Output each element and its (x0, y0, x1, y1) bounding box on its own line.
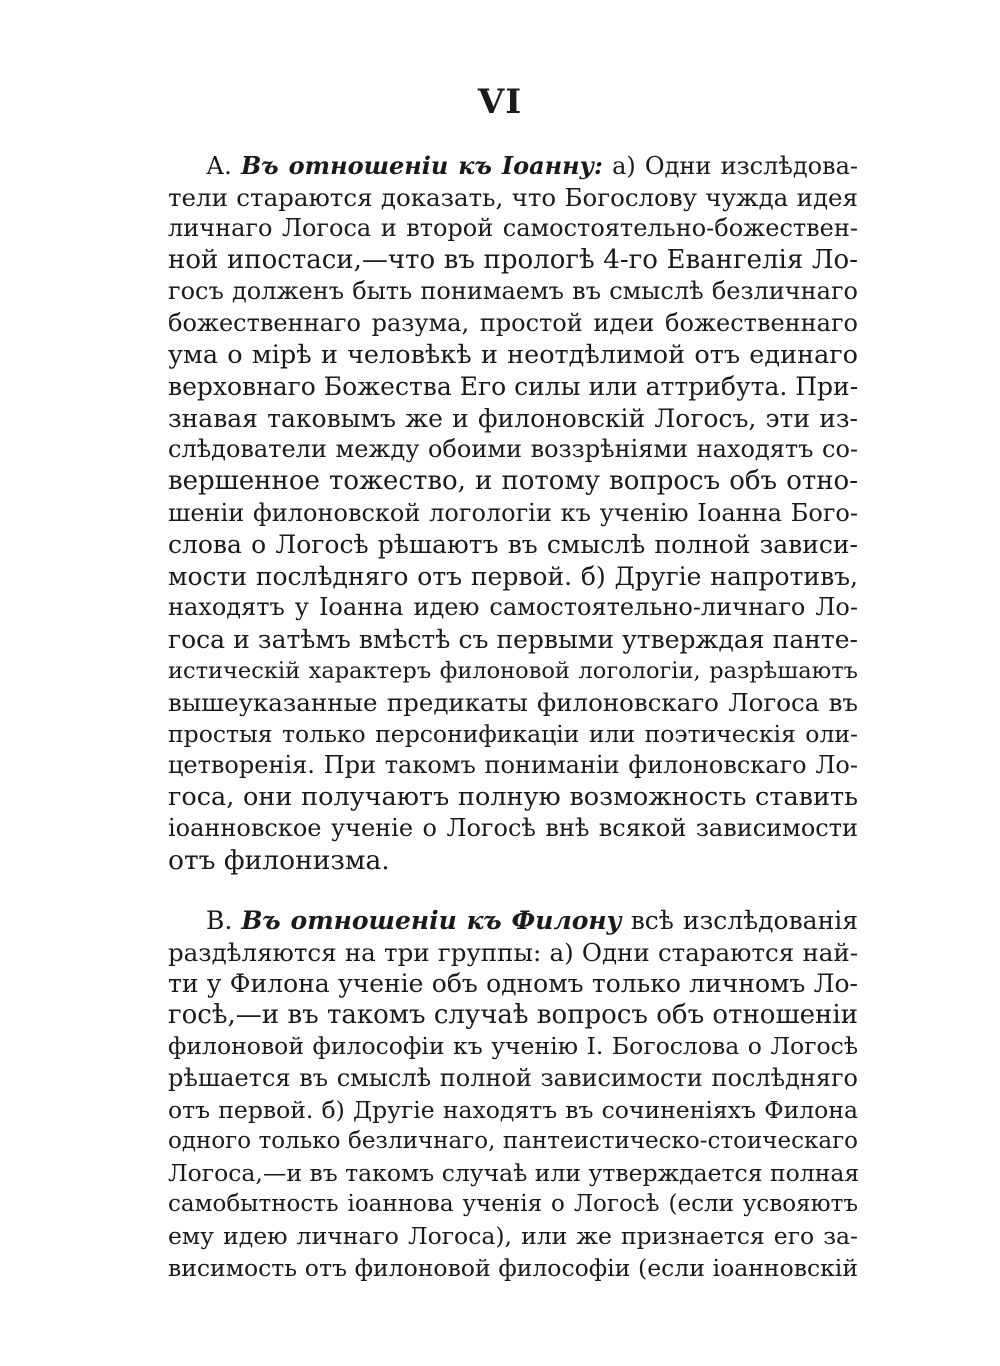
text-line: тели стараются доказать, что Богослову чужда идея (168, 182, 858, 212)
text-line: госѣ,—и въ такомъ случаѣ вопросъ объ отношеніи (168, 999, 858, 1030)
text-line: ной ипостаси,—что въ прологѣ 4-го Евангелія Ло- (168, 244, 858, 275)
text-line: отъ первой. б) Другіе находятъ въ сочиненіяхъ Филона (168, 1095, 858, 1124)
text-line: всѣ изслѣдованія (630, 906, 859, 935)
page-number: VI (477, 82, 523, 122)
text-line: слѣдователи между обоими воззрѣніями находятъ со- (168, 435, 858, 464)
section-b (168, 905, 858, 1284)
text-line: рѣшается въ смыслѣ полной зависимости послѣдняго (168, 1063, 858, 1092)
section-a-heading: Въ отношеніи къ Іоанну: (241, 151, 603, 180)
text-line: вершенное тожество, и потому вопросъ объ отно- (168, 465, 858, 496)
text-line: іоанновское ученіе о Логосѣ внѣ всякой зависимости (168, 814, 858, 843)
text-line: ти у Филона ученіе объ одномъ только личномъ Ло- (168, 969, 858, 999)
text-line: простыя только персонификаціи или поэтическія оли- (168, 719, 858, 748)
text-line: висимость отъ филоновой философіи (если іоанновскій (168, 1253, 858, 1282)
text-line: цетворенія. При такомъ пониманіи филоновскаго Ло- (168, 751, 858, 780)
section-b-label: В. (206, 906, 233, 935)
section-b-first-line (168, 905, 858, 937)
section-a (168, 150, 858, 877)
text-line: божественнаго разума, простой идеи божественнаго (168, 308, 858, 337)
text-line: госъ долженъ быть понимаемъ въ смыслѣ безличнаго (168, 277, 858, 306)
text-line: мости послѣдняго отъ первой. б) Другіе напротивъ, (168, 561, 858, 591)
text-line: находятъ у Іоанна идею самостоятельно-личнаго Ло- (168, 593, 858, 622)
section-b-heading: Въ отношеніи къ Филону (241, 906, 622, 935)
text-line: отъ филонизма. (168, 845, 390, 877)
text-line: филоновой философіи къ ученію І. Богослова о Логосѣ (168, 1032, 858, 1061)
text-line: одного только безличнаго, пантеистическо-стоическаго (168, 1128, 858, 1155)
text-line: истическій характеръ филоновой логологіи, разрѣшаютъ (168, 657, 858, 684)
text-line: раздѣляются на три группы: а) Одни стараются най- (168, 937, 858, 967)
text-line: а) Одни изслѣдова- (612, 152, 858, 180)
section-a-first-line (168, 150, 858, 182)
text-line: шеніи филоновской логологіи къ ученію Іоанна Бого- (168, 498, 858, 527)
text-line: вышеуказанные предикаты филоновскаго Логоса въ (168, 688, 858, 718)
text-line: личнаго Логоса и второй самостоятельно-божествен- (168, 214, 858, 243)
text-line: ему идею личнаго Логоса), или же признается его за- (168, 1221, 858, 1250)
text-line: самобытность іоаннова ученія о Логосѣ (если усвояютъ (168, 1191, 858, 1218)
section-a-label: А. (206, 152, 232, 180)
text-line: слова о Логосѣ рѣшаютъ въ смыслѣ полной зависи- (168, 530, 858, 560)
text-line: верховнаго Божества Его силы или аттрибута. При- (168, 372, 859, 402)
text-line: ума о мірѣ и человѣкѣ и неотдѣлимой отъ единаго (168, 339, 858, 370)
text-line: знавая таковымъ же и филоновскій Логосъ, эти из- (168, 403, 858, 433)
text-line: Логоса,—и въ такомъ случаѣ или утверждается полная (168, 1158, 860, 1187)
text-line: госа, они получаютъ полную возможность ставить (168, 781, 858, 812)
text-line: госа и затѣмъ вмѣстѣ съ первыми утверждая панте- (168, 624, 858, 654)
